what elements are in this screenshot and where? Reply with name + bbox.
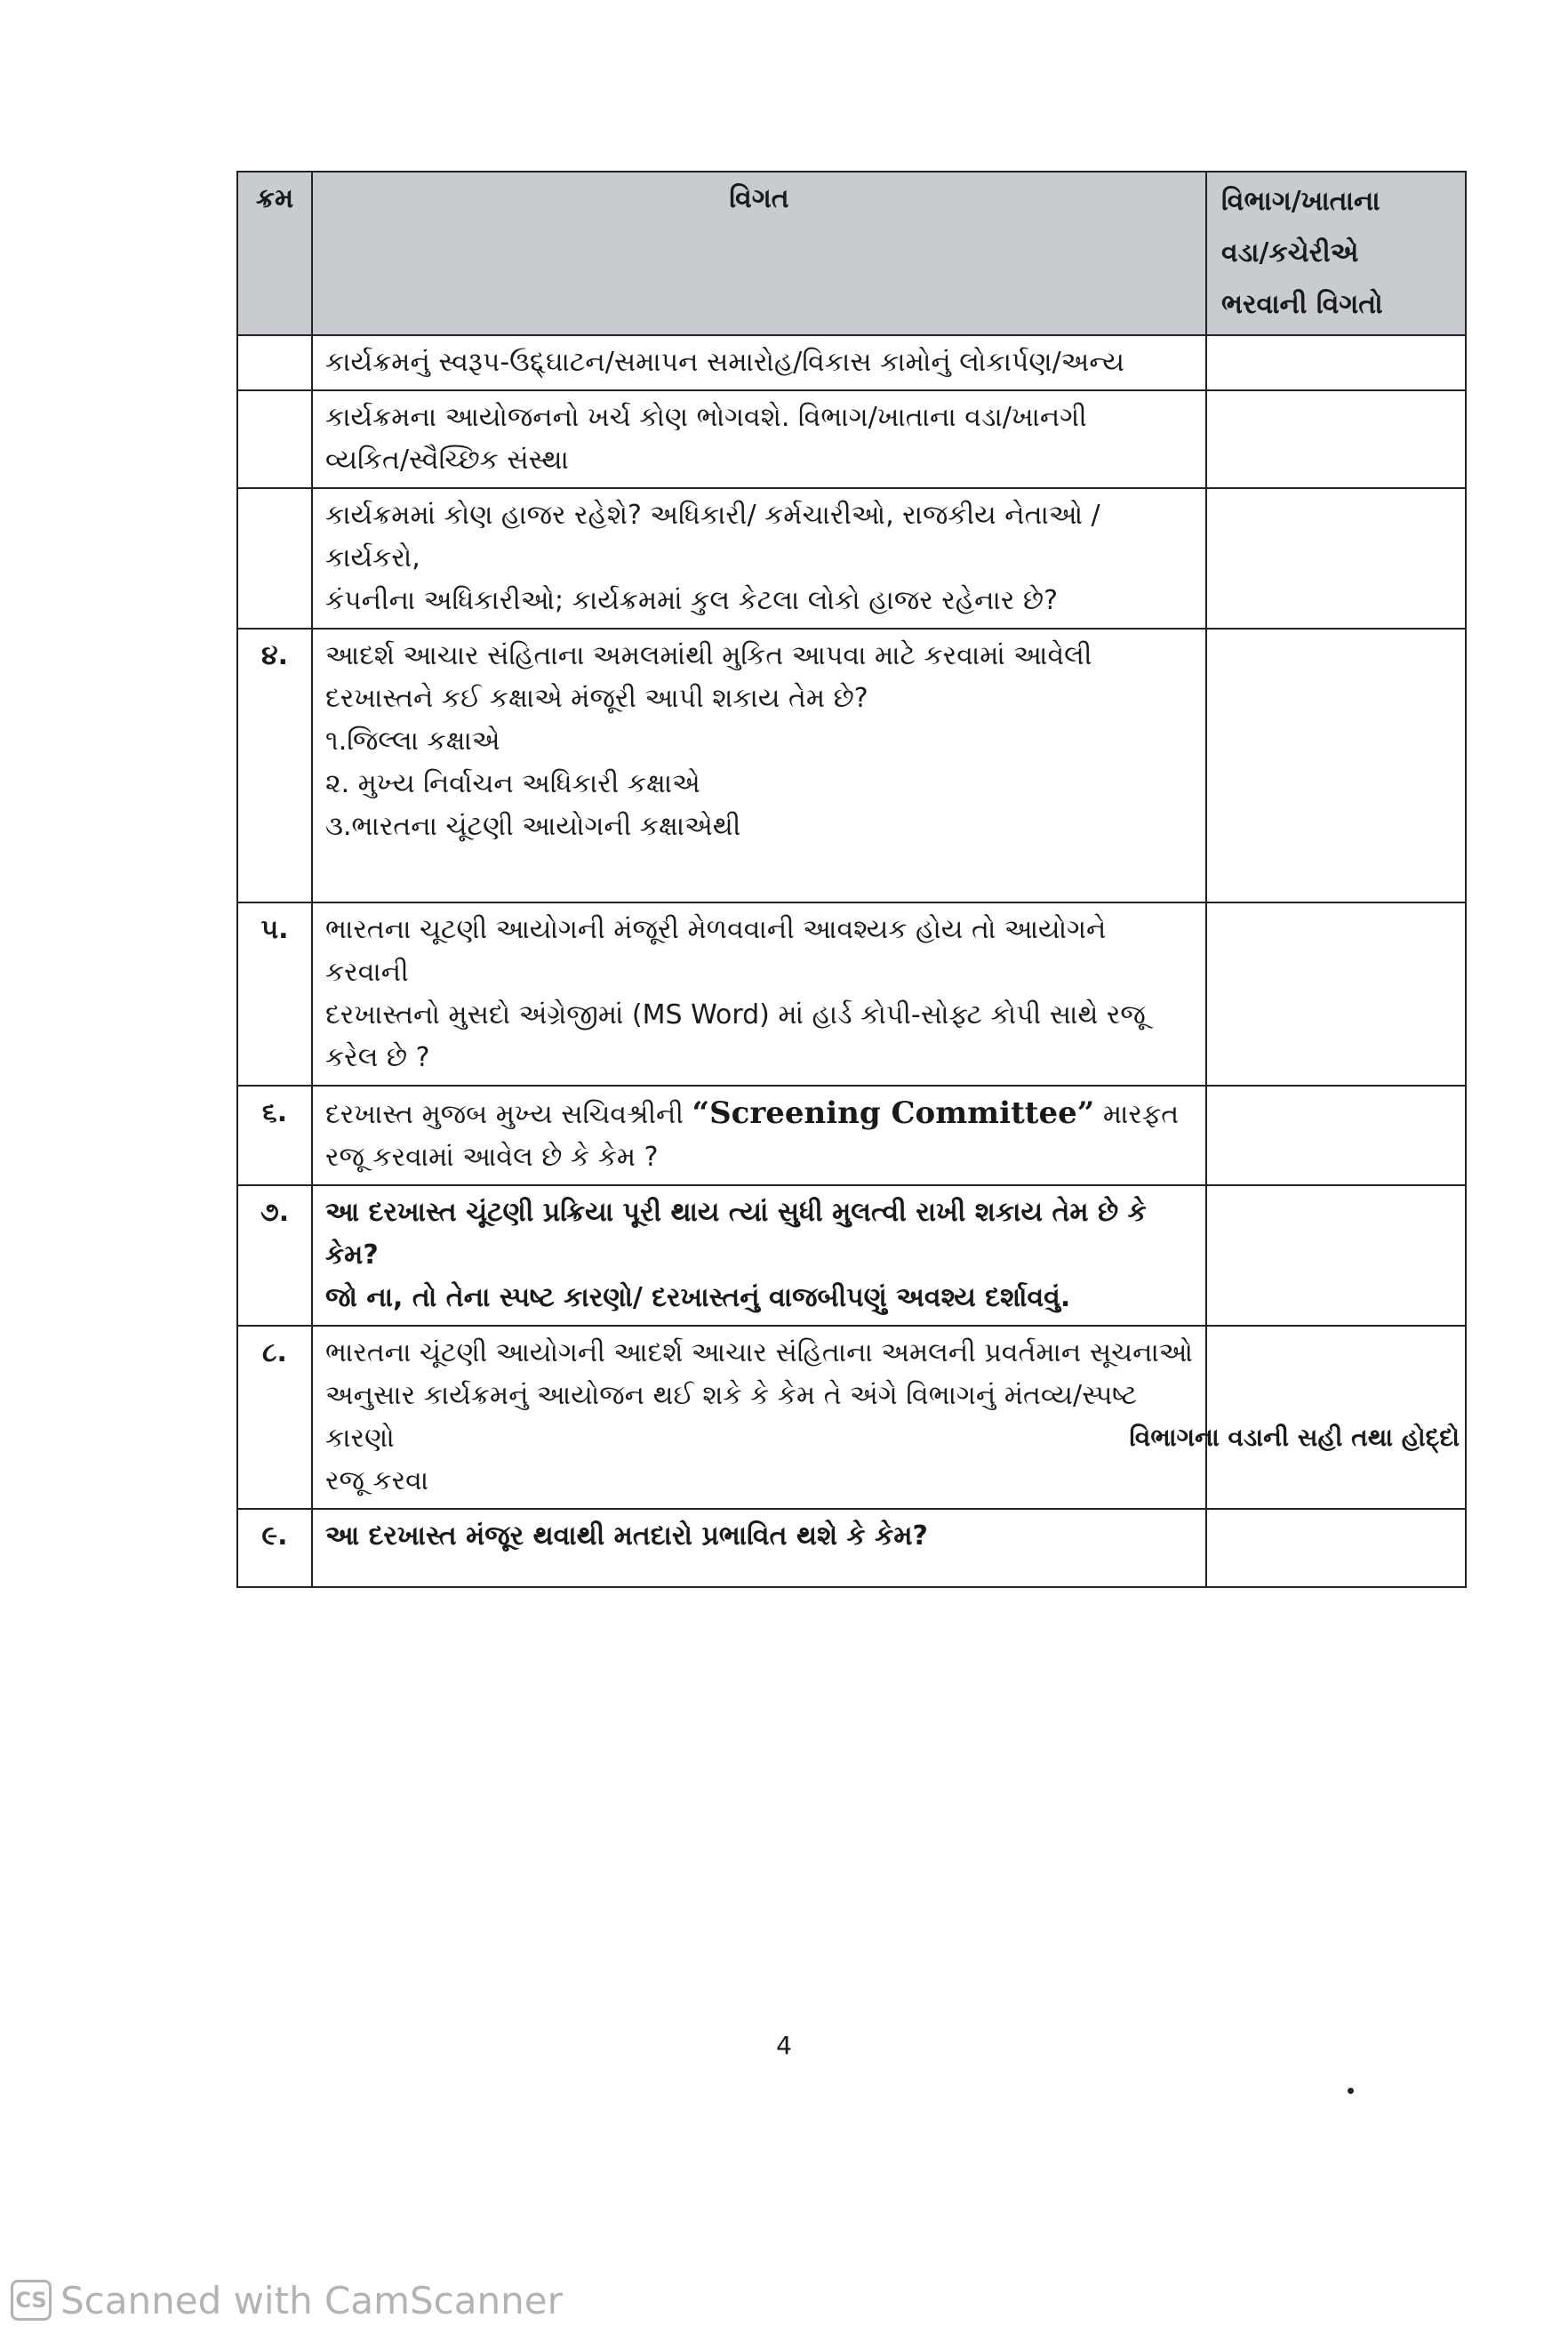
row-detail-line: દરખાસ્તનો મુસદો અંગ્રેજીમાં (MS Word) માં હાર્ડ કોપી-સોફ્ટ કોપી સાથે રજૂ [325,999,1146,1031]
row-detail-line: આદર્શ આચાર સંહિતાના અમલમાંથી મુકિત આપવા માટે કરવામાં આવેલી [325,640,1092,671]
row-detail-line: કાર્યક્રમના આયોજનનો ખર્ચ કોણ ભોગવશે. વિભાગ/ખાતાના વડા/ખાનગી [325,402,1087,433]
watermark-text: Scanned with CamScanner [60,2278,563,2322]
row-detail-option: ૨. મુખ્ય નિર્વાચન અધિકારી કક્ષાએ [325,768,700,799]
row-detail-line: કાર્યક્રમનું સ્વરૂપ-ઉદ્દ્ઘાટન/સમાપન સમારોહ/વિકાસ કામોનું લોકાર્પણ/અન્ય [325,347,1124,378]
header-serial-number: ક્રમ [237,172,312,335]
row-detail-line: રજૂ કરવા [325,1465,429,1496]
row-number [237,335,312,390]
row-department-cell[interactable] [1206,1185,1466,1326]
row-number: ૪. [237,629,312,902]
row-detail-text: મારફત [1094,1099,1180,1130]
header-detail: વિગત [312,172,1206,335]
row-number: ૯. [237,1509,312,1587]
row-number: ૮. [237,1326,312,1509]
header-department-line: વિભાગ/ખાતાના [1221,186,1380,217]
row-department-cell[interactable] [1206,1086,1466,1185]
signature-label: વિભાગના વડાની સહી તથા હોદ્દો [1129,1423,1460,1452]
header-department-details [1206,172,1466,335]
row-detail-option: ૩.ભારતના ચૂંટણી આયોગની કક્ષાએથી [325,811,741,842]
row-detail [312,902,1206,1086]
row-number [237,488,312,629]
row-detail [312,1326,1206,1509]
camscanner-logo-icon: CS [11,2280,52,2321]
table-row [237,335,1466,390]
row-detail [312,390,1206,488]
row-detail [312,1086,1206,1185]
row-detail-line: આ દરખાસ્ત ચૂંટણી પ્રક્રિયા પૂરી થાય ત્યાં સુધી મુલત્વી રાખી શકાય તેમ છે કે કેમ? [325,1197,1147,1271]
row-detail [312,488,1206,629]
row-number [237,390,312,488]
details-table [236,171,1467,1588]
table-row [237,390,1466,488]
row-number: ૬. [237,1086,312,1185]
table-row [237,488,1466,629]
row-number: ૭. [237,1185,312,1326]
row-department-cell[interactable] [1206,1509,1466,1587]
row-detail [312,335,1206,390]
row-detail-text: દરખાસ્ત મુજબ મુખ્ય સચિવશ્રીની [325,1099,692,1130]
row-detail-option: ૧.જિલ્લા કક્ષાએ [325,726,500,757]
header-department-line: ભરવાની વિગતો [1221,289,1383,320]
row-detail-line: રજૂ કરવામાં આવેલ છે કે કેમ ? [325,1142,659,1173]
row-detail [312,1185,1206,1326]
row-detail-line: વ્યકિત/સ્વૈચ્છિક સંસ્થા [325,445,569,476]
row-detail [312,1509,1206,1587]
row-department-cell[interactable] [1206,390,1466,488]
scan-dot-mark [1348,2088,1354,2094]
row-department-cell[interactable] [1206,629,1466,902]
row-detail-line: જો ના, તો તેના સ્પષ્ટ કારણો/ દરખાસ્તનું વાજબીપણું અવશ્ય દર્શાવવું. [325,1282,1071,1313]
row-detail [312,629,1206,902]
row-department-cell[interactable] [1206,335,1466,390]
page-number: 4 [776,2031,792,2060]
table-row [237,1509,1466,1587]
row-department-cell[interactable] [1206,1326,1466,1509]
row-detail-line: કરેલ છે ? [325,1042,430,1073]
table-header-row [237,172,1466,335]
row-department-cell[interactable] [1206,902,1466,1086]
table-row [237,1185,1466,1326]
row-detail-line: ભારતના ચૂટણી આયોગની મંજૂરી મેળવવાની આવશ્યક હોય તો આયોગને કરવાની [325,914,1107,988]
table-row [237,1086,1466,1185]
row-detail-line: કાર્યક્રમમાં કોણ હાજર રહેશે? અધિકારી/ કર્મચારીઓ, રાજકીય નેતાઓ /કાર્યકરો, [325,500,1100,573]
header-department-line: વડા/કચેરીએ [1221,237,1359,269]
table-row [237,629,1466,902]
row-detail-line: અનુસાર કાર્યક્રમનું આયોજન થઈ શકે કે કેમ તે અંગે વિભાગનું મંતવ્ય/સ્પષ્ટ કારણો [325,1380,1138,1454]
table-row [237,902,1466,1086]
camscanner-watermark [11,2278,563,2322]
row-detail-line: આ દરખાસ્ત મંજૂર થવાથી મતદારો પ્રભાવિત થશે કે કેમ? [325,1520,928,1552]
row-department-cell[interactable] [1206,488,1466,629]
row-detail-line: દરખાસ્તને કઈ કક્ષાએ મંજૂરી આપી શકાય તેમ છે? [325,683,868,714]
table-row [237,1326,1466,1509]
row-detail-line: કંપનીના અધિકારીઓ; કાર્યક્રમમાં કુલ કેટલા લોકો હાજર રહેનાર છે? [325,585,1058,616]
row-detail-line [325,1092,1193,1136]
row-number: ૫. [237,902,312,1086]
screening-committee-text: “Screening Committee” [692,1095,1095,1131]
row-detail-line: ભારતના ચૂંટણી આયોગની આદર્શ આચાર સંહિતાના અમલની પ્રવર્તમાન સૂચનાઓ [325,1337,1193,1368]
